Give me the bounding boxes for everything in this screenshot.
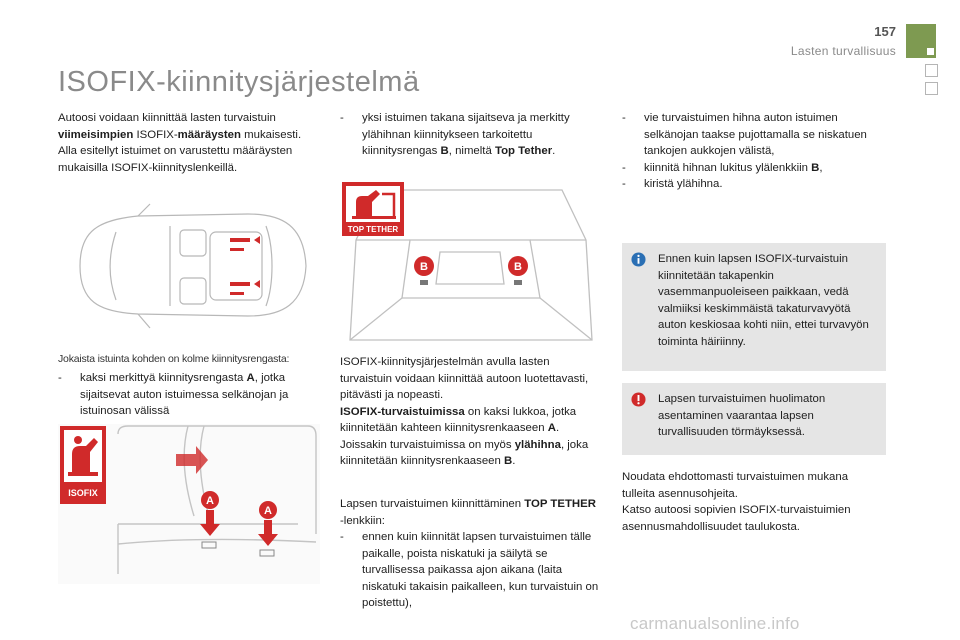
top-tether-instructions: Lapsen turvaistuimen kiinnittäminen TOP TETHER -lenkkiin: - ennen kuin kiinnität lapsen turvaistuimen tälle paikalle, poista niskatuki ja säilytä se turvallisessa paikassa ajon aikana (laita niskatuki takaisin paikalleen, kun turvaistuin on poistettu), (340, 496, 602, 612)
watermark: carmanualsonline.info (630, 614, 800, 633)
anchor-caption: Jokaista istuinta kohden on kolme kiinnitysrengasta: (58, 353, 290, 365)
anchor-a-label-1: A (206, 495, 214, 507)
chapter-marker-2 (925, 82, 938, 95)
list-item: - vie turvaistuimen hihna auton istuimen selkänojan taakse pujottamalla se niskatuen tankojen aukkojen välistä, (622, 112, 867, 157)
page-title: ISOFIX-kiinnitysjärjestelmä (58, 66, 420, 98)
isofix-badge-label: ISOFIX (68, 488, 98, 498)
list-item: - kiinnitä hihnan lukitus ylälenkkiin B, (622, 161, 823, 174)
chapter-tab-marker (927, 48, 934, 55)
top-tether-illustration (340, 180, 602, 346)
isofix-seat-illustration (58, 424, 320, 584)
body-paragraph: ISOFIX-kiinnitysjärjestelmän avulla lasten turvaistuin voidaan kiinnittää autoon luotettavasti, pitävästi ja nopeasti. ISOFIX-turvaistuimissa on kaksi lukkoa, jotka kiinnitetään kahteen kiinnitysrenkaaseen A. Joissakin turvaistuimissa on myös ylähihna, joka kiinnitetään kiinnitysrenkaaseen B. (340, 356, 589, 467)
closing-paragraph: Noudata ehdottomasti turvaistuimen mukana tulleita asennusohjeita. Katso autoosi sopivien ISOFIX-turvaistuimien asennusmahdollisuudet taulukosta. (622, 471, 851, 533)
top-tether-badge-label: TOP TETHER (347, 225, 399, 234)
list-item: - yksi istuimen takana sijaitseva ja merkitty ylähihnan kiinnitykseen tarkoitettu kiinnitysrengas B, nimeltä Top Tether. (340, 112, 570, 157)
warning-text: Lapsen turvaistuimen huolimaton asentaminen vaarantaa lapsen turvallisuuden törmäyksessä. (658, 393, 826, 438)
anchor-b-label-1: B (420, 261, 428, 273)
page-number: 157 (874, 24, 896, 39)
list-item: - kiristä ylähihna. (622, 178, 723, 190)
list-item: - ennen kuin kiinnität lapsen turvaistuimen tälle paikalle, poista niskatuki ja säilytä se turvallisessa paikassa ajon aikana (laita niskatuki takaisin paikalleen, kun turvaistuin on poistettu), (340, 531, 599, 609)
info-icon (631, 252, 646, 267)
intro-paragraph: Autoosi voidaan kiinnittää lasten turvaistuin viimeisimpien ISOFIX-määräysten mukaisesti. Alla esitellyt istuimet on varustettu määräysten mukaisilla ISOFIX-kiinnityslenkeillä. (58, 112, 302, 174)
anchor-b-label-2: B (514, 261, 522, 273)
anchor-a-label-2: A (264, 505, 272, 517)
warning-icon (631, 392, 646, 407)
list-item: - kaksi merkittyä kiinnitysrengasta A, jotka sijaitsevat auton istuimessa selkänojan ja istuinosan välissä (58, 372, 289, 417)
steps-list (622, 110, 884, 193)
section-title: Lasten turvallisuus (790, 44, 896, 58)
warning-box (622, 383, 886, 455)
info-box (622, 243, 886, 371)
car-topview-illustration (58, 186, 320, 336)
chapter-marker-1 (925, 64, 938, 77)
info-text: Ennen kuin lapsen ISOFIX-turvaistuin kiinnitetään takapenkin vasemmanpuoleiseen paikkaan, vedä valmiiksi keskimmäistä takaturvavyötä auton keskiosaa kohti niin, ettei turvavyön toiminta häiriinny. (658, 253, 869, 348)
